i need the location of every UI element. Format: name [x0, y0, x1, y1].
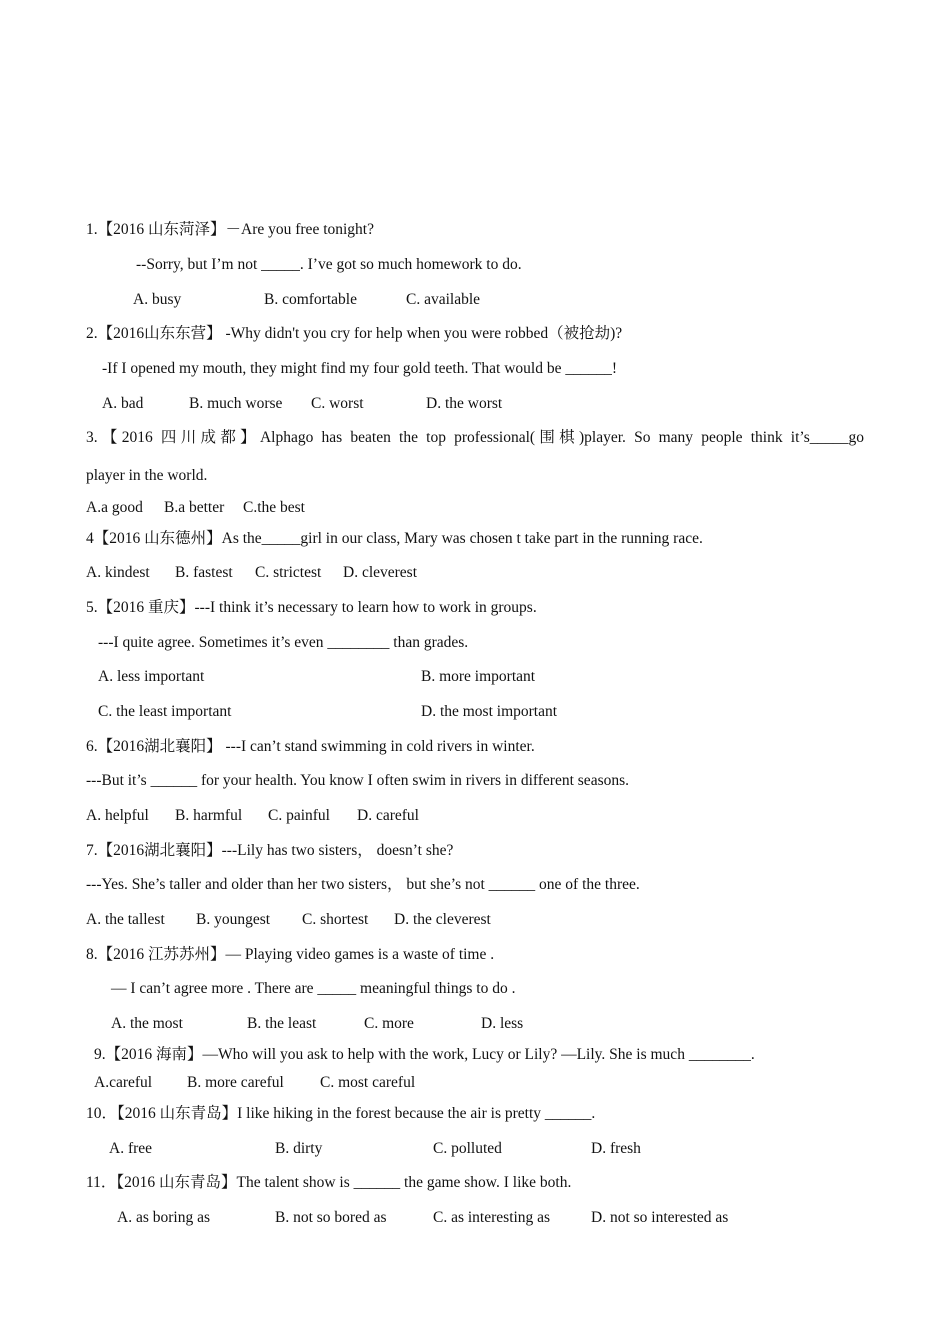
question-4-stem: 4【2016 山东德州】As the_____girl in our class, Mary was chosen t take part in the running race.: [86, 530, 703, 547]
question-7-option-c: C. shortest: [302, 911, 369, 928]
question-1-option-c: C. available: [406, 291, 481, 308]
question-8-option-b: B. the least: [247, 1015, 317, 1032]
question-11-option-c: C. as interesting as: [433, 1209, 551, 1226]
question-7-option-d: D. the cleverest: [394, 911, 491, 928]
question-2-reply: -If I opened my mouth, they might find my four gold teeth. That would be ______!: [102, 360, 617, 377]
question-7-stem: 7.【2016湖北襄阳】---Lily has two sisters， doesn’t she?: [86, 842, 454, 859]
question-2-option-c: C. worst: [311, 395, 364, 412]
question-8-option-a: A. the most: [111, 1015, 183, 1032]
question-1-reply: --Sorry, but I’m not _____. I’ve got so much homework to do.: [136, 256, 522, 273]
question-2-option-d: D. the worst: [426, 395, 503, 412]
question-5-option-d: D. the most important: [421, 703, 558, 720]
question-9-option-c: C. most careful: [320, 1074, 416, 1091]
question-11-option-d: D. not so interested as: [591, 1209, 729, 1226]
question-9-stem: 9.【2016 海南】—Who will you ask to help with the work, Lucy or Lily? —Lily. She is much ________.: [94, 1046, 755, 1063]
question-5-option-a: A. less important: [98, 668, 205, 685]
question-4-option-c: C. strictest: [255, 564, 322, 581]
question-5-option-b: B. more important: [421, 668, 536, 685]
question-10-stem: 10．【2016 山东青岛】I like hiking in the forest because the air is pretty ______.: [86, 1105, 596, 1122]
question-5-stem: 5.【2016 重庆】---I think it’s necessary to learn how to work in groups.: [86, 599, 537, 616]
question-11-option-a: A. as boring as: [117, 1209, 210, 1226]
question-2-option-a: A. bad: [102, 395, 144, 412]
question-1-option-b: B. comfortable: [264, 291, 357, 308]
question-4-option-a: A. kindest: [86, 564, 150, 581]
question-4-option-b: B. fastest: [175, 564, 233, 581]
question-11-option-b: B. not so bored as: [275, 1209, 387, 1226]
question-7-option-b: B. youngest: [196, 911, 271, 928]
question-10-option-d: D. fresh: [591, 1140, 641, 1157]
question-3-option-b: B.a better: [164, 499, 225, 516]
question-2-stem: 2.【2016山东东营】 -Why didn't you cry for help when you were robbed（被抢劫)?: [86, 325, 623, 342]
question-7-reply: ---Yes. She’s taller and older than her two sisters， but she’s not ______ one of the three.: [86, 876, 640, 893]
question-9-option-a: A.careful: [94, 1074, 153, 1091]
question-2-option-b: B. much worse: [189, 395, 283, 412]
question-6-option-b: B. harmful: [175, 807, 243, 824]
question-8-stem: 8.【2016 江苏苏州】— Playing video games is a waste of time .: [86, 946, 495, 963]
question-3-option-c: C.the best: [243, 499, 305, 516]
question-10-option-c: C. polluted: [433, 1140, 502, 1157]
question-6-option-c: C. painful: [268, 807, 330, 824]
question-5-option-c: C. the least important: [98, 703, 232, 720]
question-11-stem: 11．【2016 山东青岛】The talent show is ______ the game show. I like both.: [86, 1174, 572, 1191]
question-8-option-d: D. less: [481, 1015, 524, 1032]
question-6-reply: ---But it’s ______ for your health. You know I often swim in rivers in different seasons.: [86, 772, 630, 789]
question-9-option-b: B. more careful: [187, 1074, 284, 1091]
question-3-option-a: A.a good: [86, 499, 143, 516]
question-7-option-a: A. the tallest: [86, 911, 165, 928]
question-6-option-a: A. helpful: [86, 807, 149, 824]
question-10-option-b: B. dirty: [275, 1140, 323, 1157]
question-1-stem: 1.【2016 山东菏泽】－Are you free tonight?: [86, 221, 374, 238]
question-8-reply: — I can’t agree more . There are _____ meaningful things to do .: [111, 980, 516, 997]
question-6-stem: 6.【2016湖北襄阳】 ---I can’t stand swimming in cold rivers in winter.: [86, 738, 535, 755]
question-3-stem: 3.【2016 四川成都】Alphago has beaten the top professional(围棋)player. So many people think it’s_____go: [86, 429, 864, 446]
question-10-option-a: A. free: [109, 1140, 153, 1157]
question-1-option-a: A. busy: [133, 291, 182, 308]
question-8-option-c: C. more: [364, 1015, 414, 1032]
question-5-reply: ---I quite agree. Sometimes it’s even ________ than grades.: [98, 634, 469, 651]
question-6-option-d: D. careful: [357, 807, 419, 824]
question-3-stem-continued: player in the world.: [86, 467, 208, 484]
question-4-option-d: D. cleverest: [343, 564, 418, 581]
